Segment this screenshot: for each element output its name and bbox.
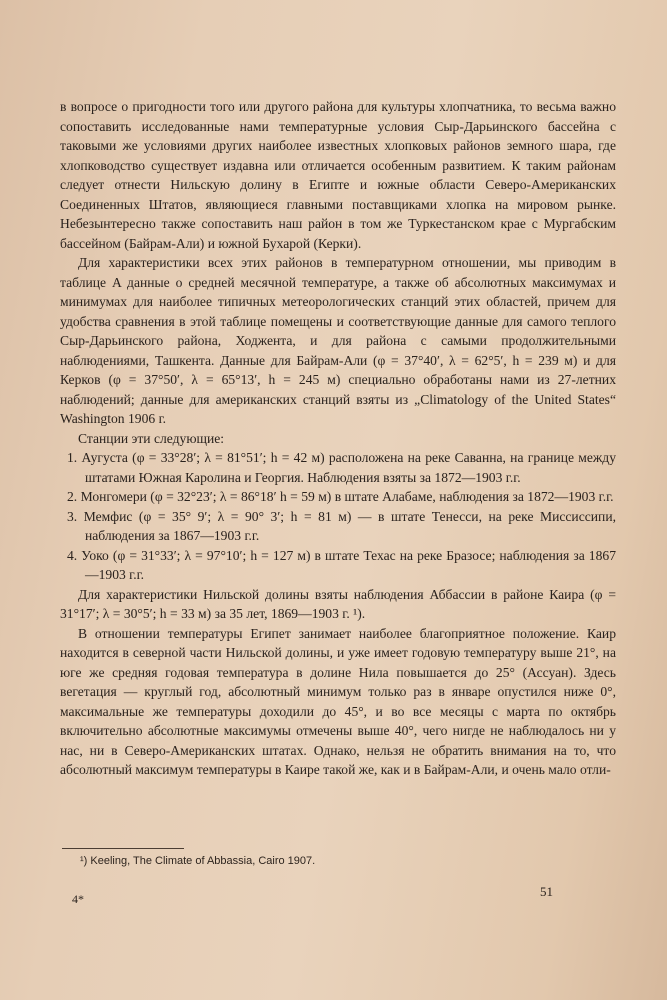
stations-list [60, 448, 616, 585]
body-text [60, 97, 616, 780]
paragraph-stations-intro: Станции эти следующие: [78, 430, 225, 446]
footnote: ¹) Keeling, The Climate of Abbassia, Cairo 1907. [80, 855, 316, 867]
footnote-divider [62, 848, 184, 849]
paragraph-table-a: Для характеристики всех этих районов в температурном отношении, мы приводим в таблице A данные о средней месячной температуре, а также об абсолютных максимумах и минимумах для наиболее типичных метеорологических станций этих областей, причем для удобства сравнения в этой таблице помещены и соответствующие данные для самого теплого Сыр-Дарьинского района, Ходжента, и для района с самыми продолжительными наблюдениями, Ташкента. Данные для Байрам-Али (φ = 37°40′, λ = 62°5′, h = 239 м) и для Керков (φ = 37°50′, λ = 65°13′, h = 245 м) специально обработаны нами из 27-летних наблюдений; данные для американских станций взяты из „Climatology of the United States“ Washington 1906 г. [60, 255, 616, 426]
printer-signature: 4* [72, 892, 84, 906]
station-item: 4. Уоко (φ = 31°33′; λ = 97°10′; h = 127 м) в штате Техас на реке Бразосе; наблюдения за 1867—1903 г.г. [67, 547, 616, 582]
paragraph-egypt-temperature: В отношении температуры Египет занимает наиболее благоприятное положение. Каир находится в северной части Нильской долины, и уже имеет годовую температуру выше 21°, на юге же средняя годовая температура в долине Нила повышается до 25° (Ассуан). Здесь вегетация — круглый год, абсолютный минимум только раз в январе опустился ниже 0°, максимальные же температуры доходили до 45°, и во все месяцы с марта по октябрь включительно абсолютные максимумы отмечены выше 40°, чего нигде не наблюдалось ни у нас, ни в Северо-Американских штатах. Однако, нельзя не обратить внимания на то, что абсолютный максимум температуры в Каире такой же, как и в Байрам-Али, и очень мало отли- [60, 625, 616, 777]
station-item: 3. Мемфис (φ = 35° 9′; λ = 90° 3′; h = 81 м) — в штате Тенесси, на реке Миссиссипи, наблюдения за 1867—1903 г.г. [67, 508, 616, 543]
station-item: 2. Монгомери (φ = 32°23′; λ = 86°18′ h = 59 м) в штате Алабаме, наблюдения за 1872—1903 г.г. [67, 489, 614, 504]
paragraph-nile-valley: Для характеристики Нильской долины взяты наблюдения Аббассии в районе Каира (φ = 31°17′; λ = 30°5′; h = 33 м) за 35 лет, 1869—1903 г. ¹). [60, 586, 616, 621]
paragraph-cotton-regions: в вопросе о пригодности того или другого района для культуры хлопчатника, то весьма важно сопоставить исследованные нами температурные условия Сыр-Дарьинского бассейна с таковыми же условиями других наиболее известных хлопковых районов земного шара, где хлопководство существует издавна или отличается особенным развитием. К таким районам следует отнести Нильскую долину в Египте и южные области Северо-Американских Соединенных Штатов, являющиеся главными поставщиками хлопка на мировом рынке. Небезынтересно также сопоставить наш район в том же Туркестанском крае с Мургабским бассейном (Байрам-Али) и южной Бухарой (Керки). [60, 99, 616, 251]
station-item: 1. Аугуста (φ = 33°28′; λ = 81°51′; h = 42 м) расположена на реке Саванна, на границе между штатами Южная Каролина и Георгия. Наблюдения взяты за 1872—1903 г.г. [67, 450, 616, 485]
page-number: 51 [540, 884, 553, 899]
